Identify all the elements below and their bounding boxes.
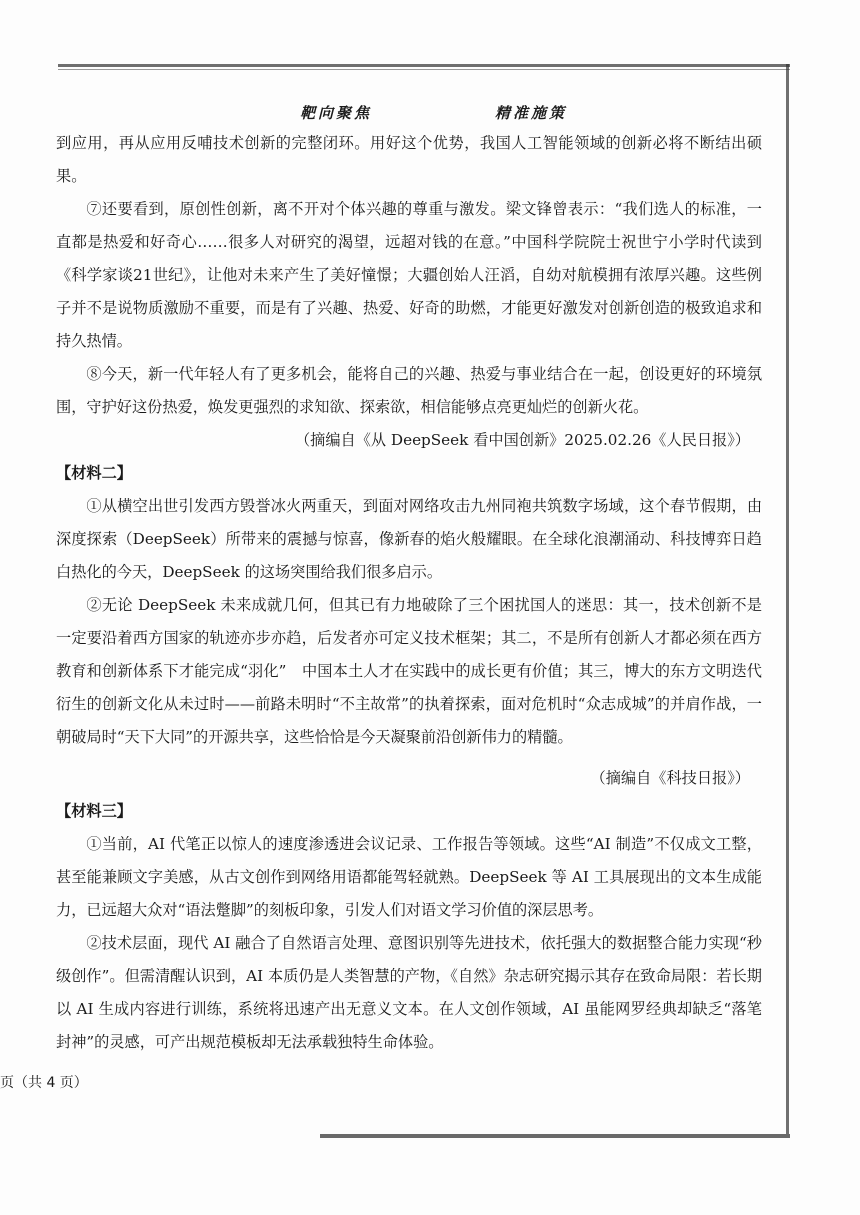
- body-paragraph: ⑦还要看到，原创性创新，离不开对个体兴趣的尊重与激发。梁文锋曾表示：“我们选人的标准，一直都是热爱和好奇心……很多人对研究的渴望，远超对钱的在意。”中国科学院院士祝世宁小学时代读到《科学家谈21世纪》，让他对未来产生了美好憧憬；大疆创始人汪滔，自幼对航模拥有浓厚兴趣。这些例子并不是说物质激励不重要，而是有了兴趣、热爱、好奇的助燃，才能更好激发对创新创造的极致追求和持久热情。: [56, 200, 762, 350]
- header-slogan-left: 靶向聚焦: [300, 104, 373, 122]
- page-footer: 页（共 4 页）: [0, 1075, 88, 1091]
- page-header: [0, 100, 860, 130]
- source-citation: （摘编自《从 DeepSeek 看中国创新》2025.02.26《人民日报》）: [294, 431, 750, 449]
- header-slogan-right: 精准施策: [495, 104, 568, 122]
- top-border-line: [58, 64, 790, 67]
- article-body: [56, 127, 762, 1059]
- body-paragraph: ②技术层面，现代 AI 融合了自然语言处理、意图识别等先进技术，依托强大的数据整合能力实现“秒级创作”。但需清醒认识到，AI 本质仍是人类智慧的产物，《自然》杂志研究揭示其存在致命局限：若长期以 AI 生成内容进行训练，系统将迅速产出无意义文本。在人文创作领域，AI 虽能网罗经典却缺乏“落笔封神”的灵感，可产出规范模板却无法承载独特生命体验。: [56, 934, 762, 1051]
- top-border-thin-line: [58, 69, 790, 70]
- material-heading: 【材料三】: [56, 802, 132, 820]
- right-border-line: [786, 64, 789, 1134]
- body-paragraph: ⑧今天，新一代年轻人有了更多机会，能将自己的兴趣、热爱与事业结合在一起，创设更好的环境氛围，守护好这份热爱，焕发更强烈的求知欲、探索欲，相信能够点亮更灿烂的创新火花。: [56, 365, 762, 416]
- material-heading: 【材料二】: [56, 464, 132, 482]
- paragraph-spacer: [56, 754, 762, 762]
- continued-paragraph: 到应用，再从应用反哺技术创新的完整闭环。用好这个优势，我国人工智能领域的创新必将不断结出硕果。: [56, 134, 762, 185]
- body-paragraph: ①当前，AI 代笔正以惊人的速度渗透进会议记录、工作报告等领域。这些“AI 制造”不仅成文工整，甚至能兼顾文字美感，从古文创作到网络用语都能驾轻就熟。DeepSeek 等 AI 工具展现出的文本生成能力，已远超大众对“语法蹩脚”的刻板印象，引发人们对语文学习价值的深层思考。: [56, 835, 762, 919]
- body-paragraph: ②无论 DeepSeek 未来成就几何，但其已有力地破除了三个困扰国人的迷思：其一，技术创新不是一定要沿着西方国家的轨迹亦步亦趋，后发者亦可定义技术框架；其二，不是所有创新人才都必须在西方教育和创新体系下才能完成“羽化” 中国本土人才在实践中的成长更有价值；其三，博大的东方文明迭代衍生的创新文化从未过时——前路未明时“不主故常”的执着探索，面对危机时“众志成城”的并肩作战，一朝破局时“天下大同”的开源共享，这些恰恰是今天凝聚前沿创新伟力的精髓。: [56, 596, 762, 746]
- bottom-border-line: [320, 1134, 790, 1138]
- body-paragraph: ①从横空出世引发西方毁誉冰火两重天，到面对网络攻击九州同袍共筑数字场域，这个春节假期，由深度探索（DeepSeek）所带来的震撼与惊喜，像新春的焰火般耀眼。在全球化浪潮涌动、科技博弈日趋白热化的今天，DeepSeek 的这场突围给我们很多启示。: [56, 497, 762, 581]
- source-citation: （摘编自《科技日报》）: [590, 769, 750, 787]
